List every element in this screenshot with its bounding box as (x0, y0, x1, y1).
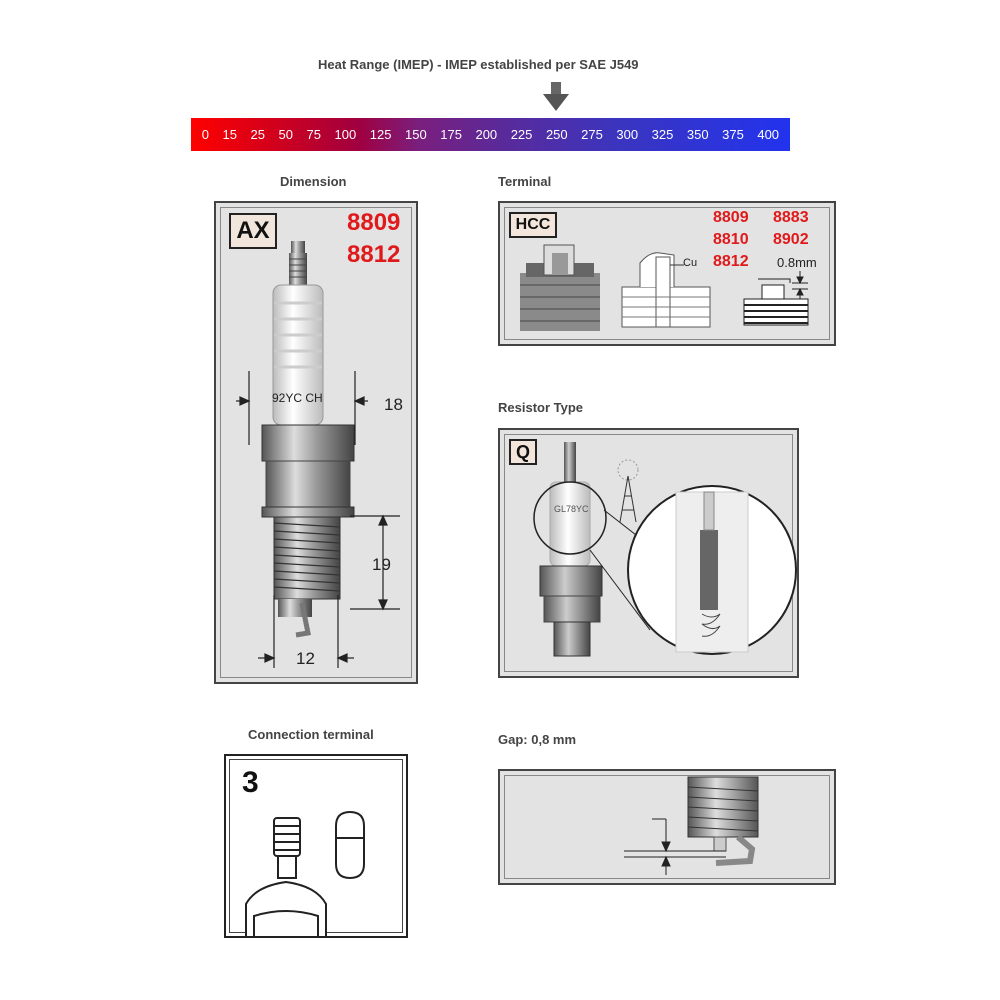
spark-plug-illustration (216, 203, 416, 683)
terminal-heading: Terminal (498, 174, 552, 189)
dimension-code-badge: AX (229, 213, 277, 249)
resistor-plug-illustration (500, 430, 797, 676)
electrode-closeup-illustration (500, 203, 834, 344)
resistor-heading: Resistor Type (498, 400, 584, 415)
part-number: 8809 (347, 209, 401, 236)
terminal-panel (498, 201, 836, 346)
scale-value: 50 (278, 127, 293, 142)
down-arrow-icon (543, 82, 569, 112)
connection-code-badge: 3 (242, 766, 259, 799)
connection-panel (224, 754, 408, 938)
insulator-marking: GL78YC (554, 504, 589, 514)
heat-range-scale (191, 118, 790, 151)
scale-value: 175 (440, 127, 462, 142)
scale-value: 0 (201, 127, 209, 142)
scale-value: 15 (222, 127, 237, 142)
scale-value: 375 (722, 127, 744, 142)
scale-value: 100 (334, 127, 357, 142)
dimension-panel (214, 201, 418, 684)
scale-value: 350 (686, 127, 709, 142)
connection-heading: Connection terminal (248, 727, 374, 742)
part-number: 8809 (713, 209, 749, 226)
gap-illustration (500, 771, 834, 883)
scale-value: 275 (581, 127, 603, 142)
part-number: 8812 (347, 241, 401, 268)
scale-value: 75 (306, 127, 321, 142)
hex-size-label: 18 (384, 395, 403, 414)
thread-length-label: 19 (372, 555, 391, 574)
scale-value: 300 (616, 127, 639, 142)
scale-value: 125 (369, 127, 392, 142)
part-number: 8810 (713, 231, 749, 248)
gap-heading: Gap: 0,8 mm (498, 732, 577, 747)
resistor-panel (498, 428, 799, 678)
dimension-heading: Dimension (280, 174, 347, 189)
heat-range-title: Heat Range (IMEP) - IMEP established per SAE J549 (318, 57, 639, 72)
scale-value: 225 (510, 127, 533, 142)
copper-core-label: Cu (683, 257, 698, 269)
part-number: 8902 (773, 231, 809, 248)
gap-panel (498, 769, 836, 885)
part-number: 8812 (713, 253, 749, 270)
gap-spec-label: 0.8mm (777, 255, 817, 270)
scale-value: 150 (405, 127, 427, 142)
scale-value: 400 (757, 127, 780, 142)
terminal-code-badge: HCC (509, 212, 557, 238)
insulator-marking: 92YC CH (272, 391, 323, 405)
thread-diameter-label: 12 (296, 649, 315, 668)
connection-terminal-illustration (226, 756, 406, 936)
scale-value: 325 (651, 127, 674, 142)
scale-value: 25 (250, 127, 265, 142)
part-number: 8883 (773, 209, 809, 226)
scale-value: 250 (545, 127, 568, 142)
scale-value: 200 (475, 127, 498, 142)
resistor-code-badge: Q (509, 439, 537, 465)
